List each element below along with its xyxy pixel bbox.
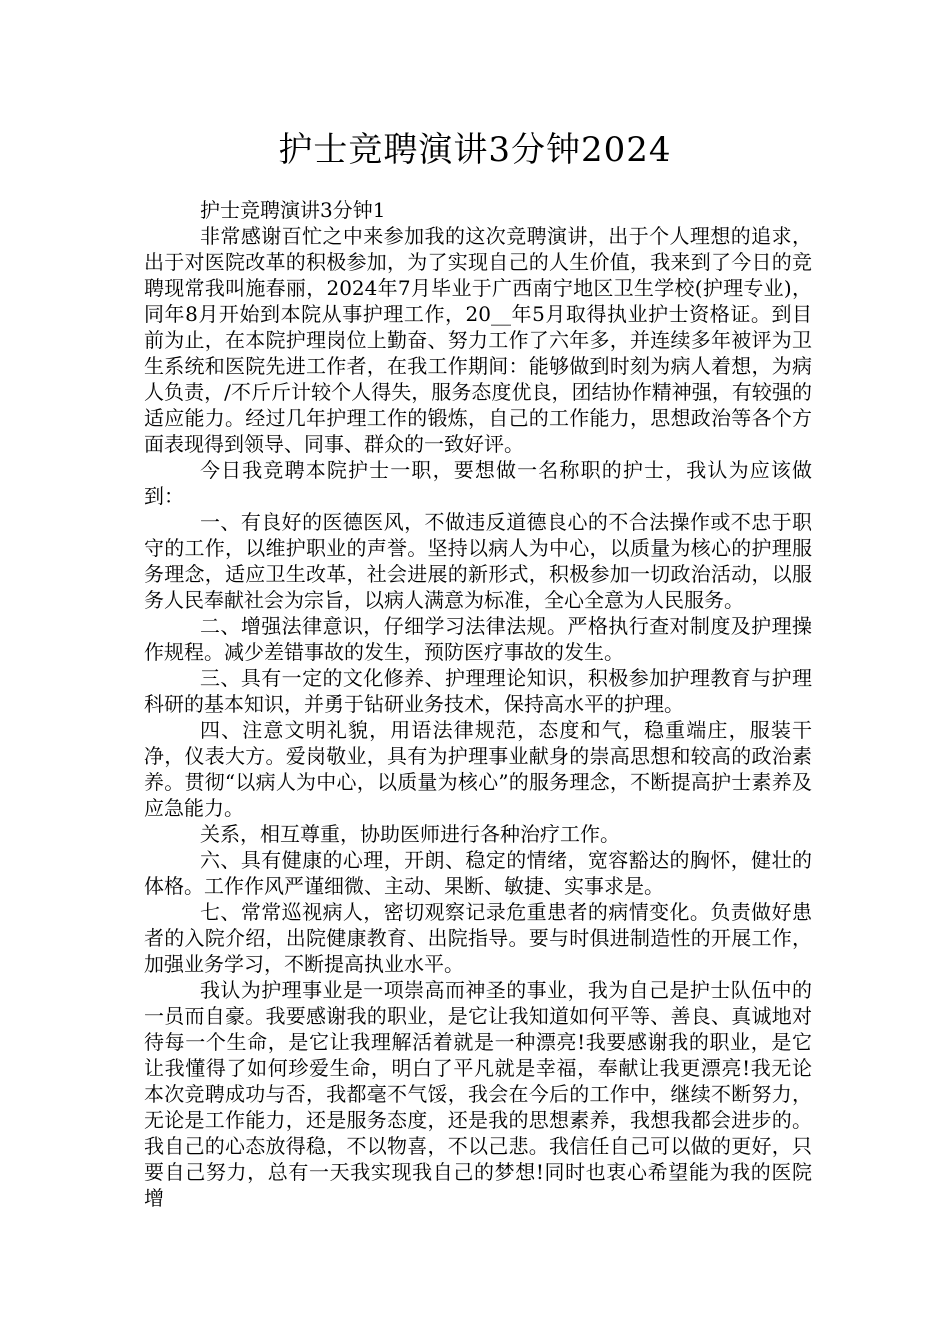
paragraph-point-2: 二、增强法律意识，仔细学习法律法规。严格执行查对制度及护理操作规程。减少差错事故的发生，预防医疗事故的发生。 (144, 614, 812, 664)
paragraph-point-5-fragment: 关系，相互尊重，协助医师进行各种治疗工作。 (200, 822, 620, 846)
document-body (144, 197, 812, 1211)
paragraph-point-7: 七、常常巡视病人，密切观察记录危重患者的病情变化。负责做好患者的入院介绍，出院健康教育、出院指导。要与时俱进制造性的开展工作，加强业务学习，不断提高执业水平。 (144, 900, 812, 976)
paragraph-intro: 非常感谢百忙之中来参加我的这次竞聘演讲，出于个人理想的追求，出于对医院改革的积极参加，为了实现自己的人生价值，我来到了今日的竞聘现常我叫施春丽，2024年7月毕业于广西南宁地区卫生学校(护理专业)，同年8月开始到本院从事护理工作，20__年5月取得执业护士资格证。到目前为止，在本院护理岗位上勤奋、努力工作了六年多，并连续多年被评为卫生系统和医院先进工作者，在我工作期间：能够做到时刻为病人着想，为病人负责，/不斤斤计较个人得失，服务态度优良，团结协作精神强，有较强的适应能力。经过几年护理工作的锻炼，自己的工作能力，思想政治等各个方面表现得到领导、同事、群众的一致好评。 (144, 224, 812, 456)
paragraph-requirements-lead: 今日我竞聘本院护士一职，要想做一名称职的护士，我认为应该做到： (144, 458, 812, 508)
section-heading: 护士竞聘演讲3分钟1 (200, 198, 386, 222)
paragraph-point-4: 四、注意文明礼貌，用语法律规范，态度和气，稳重端庄，服装干净，仪表大方。爱岗敬业，具有为护理事业献身的崇高思想和较高的政治素养。贯彻“以病人为中心，以质量为核心”的服务理念，不断提高护士素养及应急能力。 (144, 718, 812, 820)
paragraph-point-1: 一、有良好的医德医风，不做违反道德良心的不合法操作或不忠于职守的工作，以维护职业的声誉。坚持以病人为中心，以质量为核心的护理服务理念，适应卫生改革，社会进展的新形式，积极参加一切政治活动，以服务人民奉献社会为宗旨，以病人满意为标准，全心全意为人民服务。 (144, 510, 812, 612)
paragraph-closing: 我认为护理事业是一项崇高而神圣的事业，我为自己是护士队伍中的一员而自豪。我要感谢我的职业，是它让我知道如何平等、善良、真诚地对待每一个生命，是它让我理解活着就是一种漂亮!我要感谢我的职业，是它让我懂得了如何珍爱生命，明白了平凡就是幸福，奉献让我更漂亮!我无论本次竞聘成功与否，我都毫不气馁，我会在今后的工作中，继续不断努力，无论是工作能力，还是服务态度，还是我的思想素养，我想我都会进步的。我自己的心态放得稳，不以物喜，不以己悲。我信任自己可以做的更好，只要自己努力，总有一天我实现我自己的梦想!同时也衷心希望能为我的医院增 (144, 978, 812, 1210)
paragraph-point-6: 六、具有健康的心理，开朗、稳定的情绪，宽容豁达的胸怀，健壮的体格。工作作风严谨细微、主动、果断、敏捷、实事求是。 (144, 848, 812, 898)
document-title: 护士竞聘演讲3分钟2024 (278, 130, 672, 170)
paragraph-point-3: 三、具有一定的文化修养、护理理论知识，积极参加护理教育与护理科研的基本知识，并勇于钻研业务技术，保持高水平的护理。 (144, 666, 812, 716)
